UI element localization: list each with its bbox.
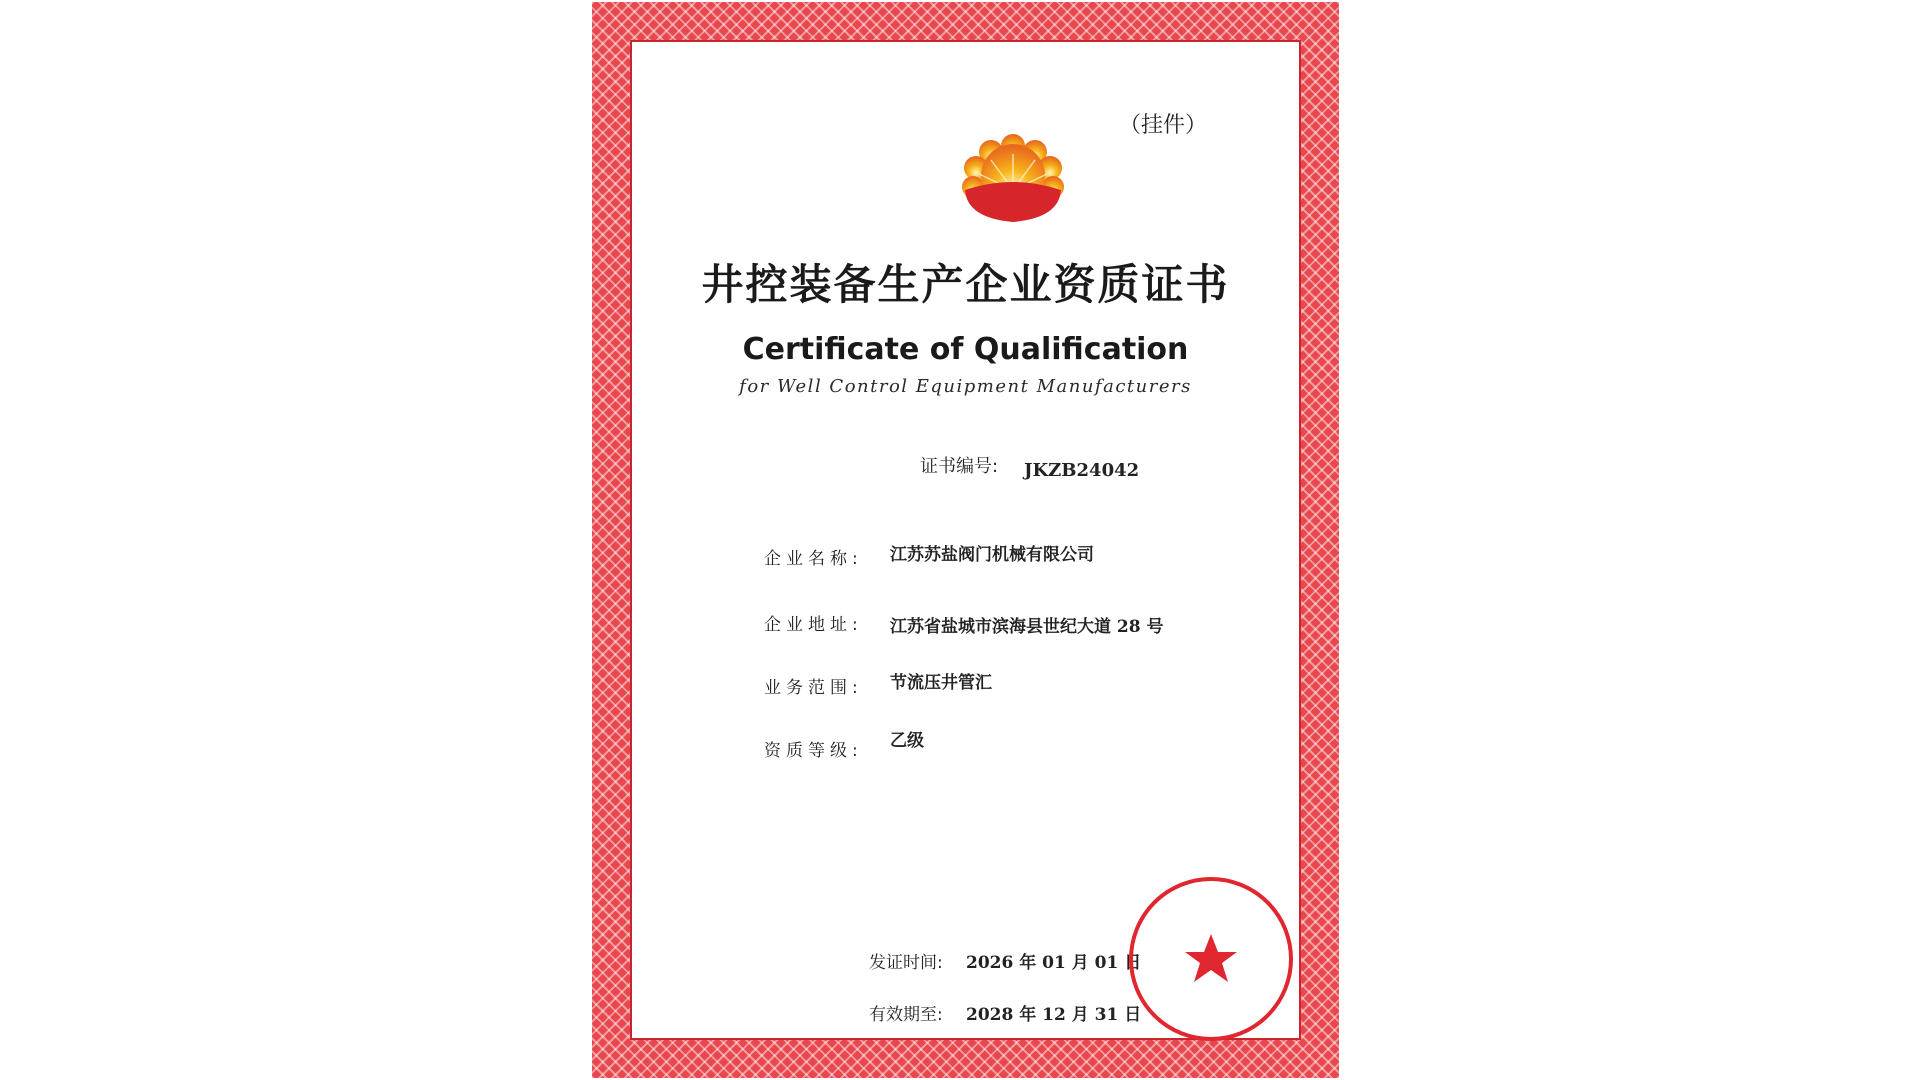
seal-star-icon bbox=[1185, 934, 1237, 982]
issue-date-label: 发证时间: bbox=[869, 953, 943, 973]
certificate-number-label: 证书编号: bbox=[920, 456, 999, 477]
certificate-frame bbox=[592, 2, 1339, 1078]
qualification-grade-label: 资质等级: bbox=[764, 741, 863, 761]
business-scope-value: 节流压井管汇 bbox=[890, 673, 992, 693]
company-address-value: 江苏省盐城市滨海县世纪大道 28 号 bbox=[890, 617, 1164, 637]
company-logo bbox=[961, 132, 1065, 224]
expiry-date-value: 2028 年 12 月 31 日 bbox=[966, 1005, 1142, 1025]
business-scope-label: 业务范围: bbox=[764, 678, 863, 698]
company-name-label: 企业名称: bbox=[764, 549, 863, 569]
issue-date-value: 2026 年 01 月 01 日 bbox=[966, 953, 1142, 973]
expiry-date-label: 有效期至: bbox=[869, 1005, 943, 1025]
certificate-title-en: Certificate of Qualification bbox=[742, 332, 1189, 367]
company-name-value: 江苏苏盐阀门机械有限公司 bbox=[890, 545, 1094, 565]
pendant-tag: （挂件） bbox=[1118, 113, 1207, 138]
certificate-number-value: JKZB24042 bbox=[1024, 460, 1140, 481]
qualification-grade-value: 乙级 bbox=[890, 731, 924, 751]
official-seal bbox=[1126, 874, 1296, 1044]
company-address-label: 企业地址: bbox=[764, 615, 863, 635]
certificate-title-cn: 井控装备生产企业资质证书 bbox=[701, 260, 1230, 309]
certificate-paper bbox=[636, 46, 1295, 1034]
certificate-subtitle-en: for Well Control Equipment Manufacturers bbox=[739, 376, 1192, 397]
